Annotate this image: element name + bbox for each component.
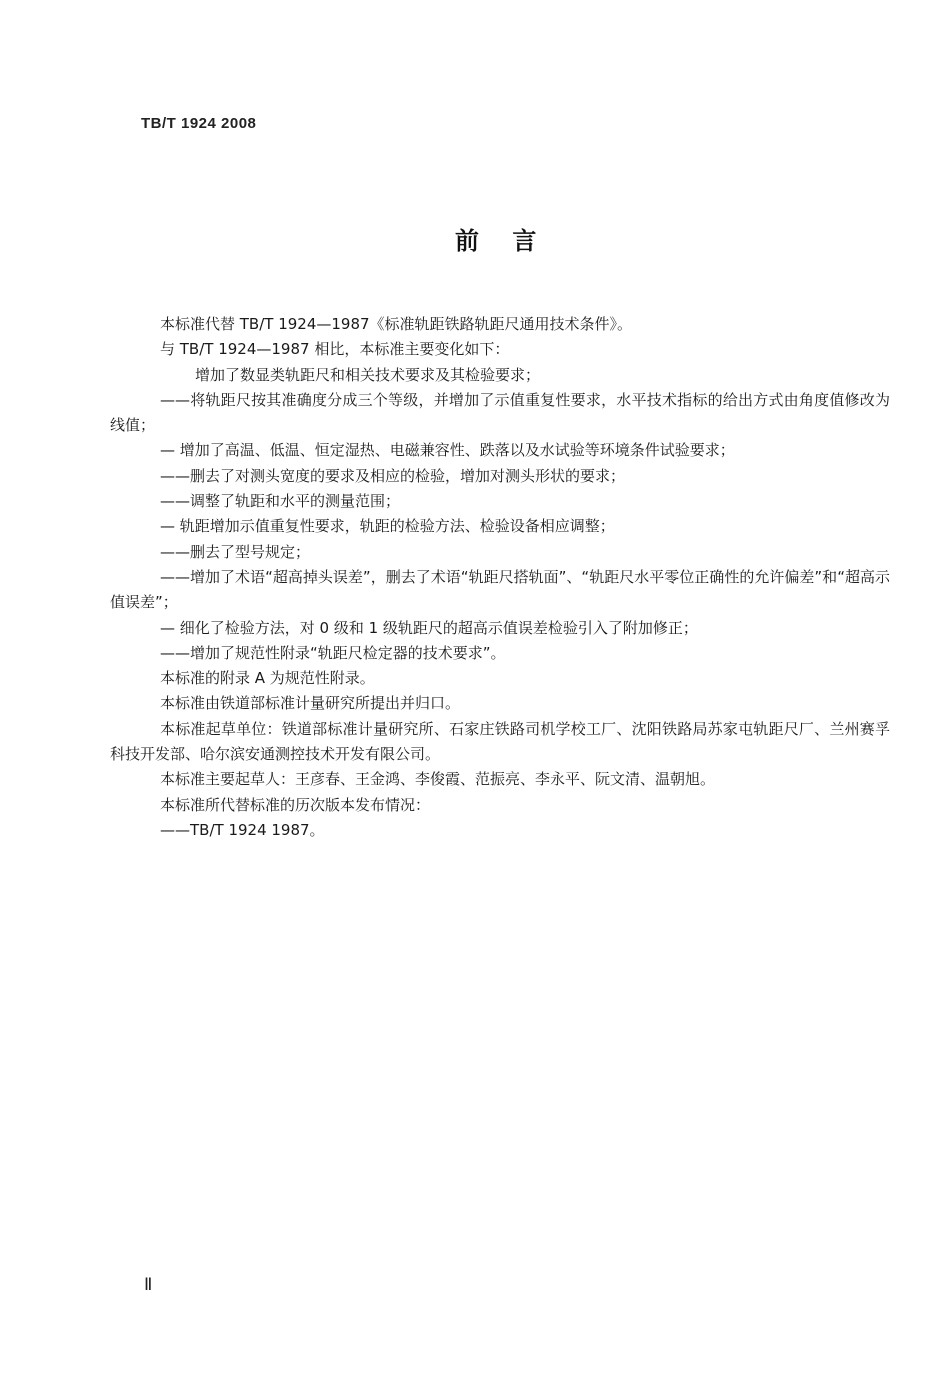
paragraph-history-intro: 本标准所代替标准的历次版本发布情况： xyxy=(160,795,431,814)
paragraph-drafting-units: 本标准起草单位：铁道部标准计量研究所、石家庄铁路司机学校工厂、沈阳铁路局苏家屯轨距尺厂、兰州赛孚科技开发部、哈尔滨安通测控技术开发有限公司。 xyxy=(110,719,890,764)
list-item: ——增加了术语“超高掉头误差”，删去了术语“轨距尺搭轨面”、“轨距尺水平零位正确性的允许偏差”和“超高示值误差”； xyxy=(110,567,890,612)
document-body xyxy=(110,312,890,843)
list-item: ——将轨距尺按其准确度分成三个等级，并增加了示值重复性要求，水平技术指标的给出方式由角度值修改为线值； xyxy=(110,390,890,435)
list-item: ——TB/T 1924 1987。 xyxy=(160,820,325,839)
page-title: 前 言 xyxy=(455,227,537,255)
paragraph-changes-intro: 与 TB/T 1924—1987 相比，本标准主要变化如下： xyxy=(160,340,510,359)
list-item: ——增加了规范性附录“轨距尺检定器的技术要求”。 xyxy=(160,643,506,662)
list-item: ——调整了轨距和水平的测量范围； xyxy=(160,492,401,511)
paragraph-proposer: 本标准由铁道部标准计量研究所提出并归口。 xyxy=(160,694,461,713)
list-item: ——删去了型号规定； xyxy=(160,542,311,561)
list-item: ——删去了对测头宽度的要求及相应的检验，增加对测头形状的要求； xyxy=(160,466,626,485)
list-item: — 轨距增加示值重复性要求，轨距的检验方法、检验设备相应调整； xyxy=(160,517,615,536)
list-item: 增加了数显类轨距尺和相关技术要求及其检验要求； xyxy=(195,365,541,384)
list-item: — 增加了高温、低温、恒定湿热、电磁兼容性、跌落以及水试验等环境条件试验要求； xyxy=(160,441,735,460)
list-item: — 细化了检验方法，对 0 级和 1 级轨距尺的超高示值误差检验引入了附加修正； xyxy=(160,618,698,637)
page-number: Ⅱ xyxy=(144,1275,153,1294)
standard-code-header: TB/T 1924 2008 xyxy=(141,115,257,132)
paragraph-replaces: 本标准代替 TB/T 1924—1987《标准轨距铁路轨距尺通用技术条件》。 xyxy=(160,315,633,333)
paragraph-drafters: 本标准主要起草人：王彦春、王金鸿、李俊霞、范振亮、李永平、阮文清、温朝旭。 xyxy=(160,770,716,789)
paragraph-appendix: 本标准的附录 A 为规范性附录。 xyxy=(160,669,375,688)
